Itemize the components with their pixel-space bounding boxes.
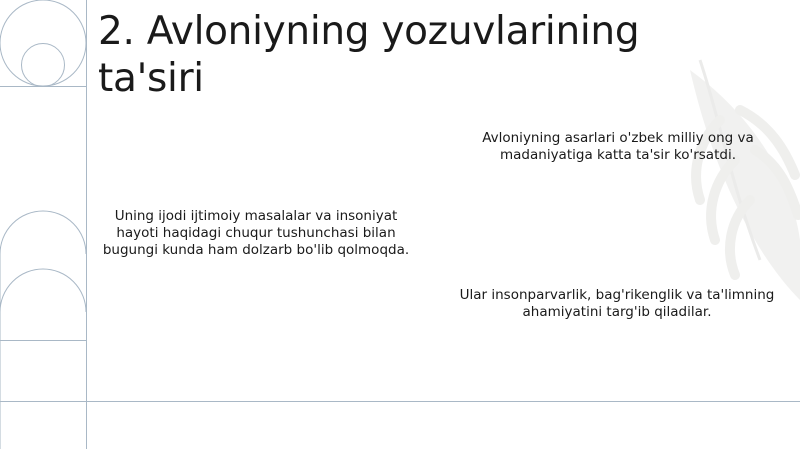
arch-decoration xyxy=(0,211,86,449)
slide-title: 2. Avloniyning yozuvlarining ta'siri xyxy=(98,9,640,101)
text-block-right-top: Avloniyning asarlari o'zbek milliy ong va madaniyatiga katta ta'sir ko'rsatdi. xyxy=(482,130,754,163)
text-block-left: Uning ijodi ijtimoiy masalalar va insoniyat hayoti haqidagi chuqur tushunchasi bilan bugungi kunda ham dolzarb bo'lib qolmoqda. xyxy=(102,208,410,258)
top-circles-decoration xyxy=(0,0,86,87)
text-block-right-bottom: Ular insonparvarlik, bag'rikenglik va ta'limning ahamiyatini targ'ib qiladilar. xyxy=(459,287,775,320)
